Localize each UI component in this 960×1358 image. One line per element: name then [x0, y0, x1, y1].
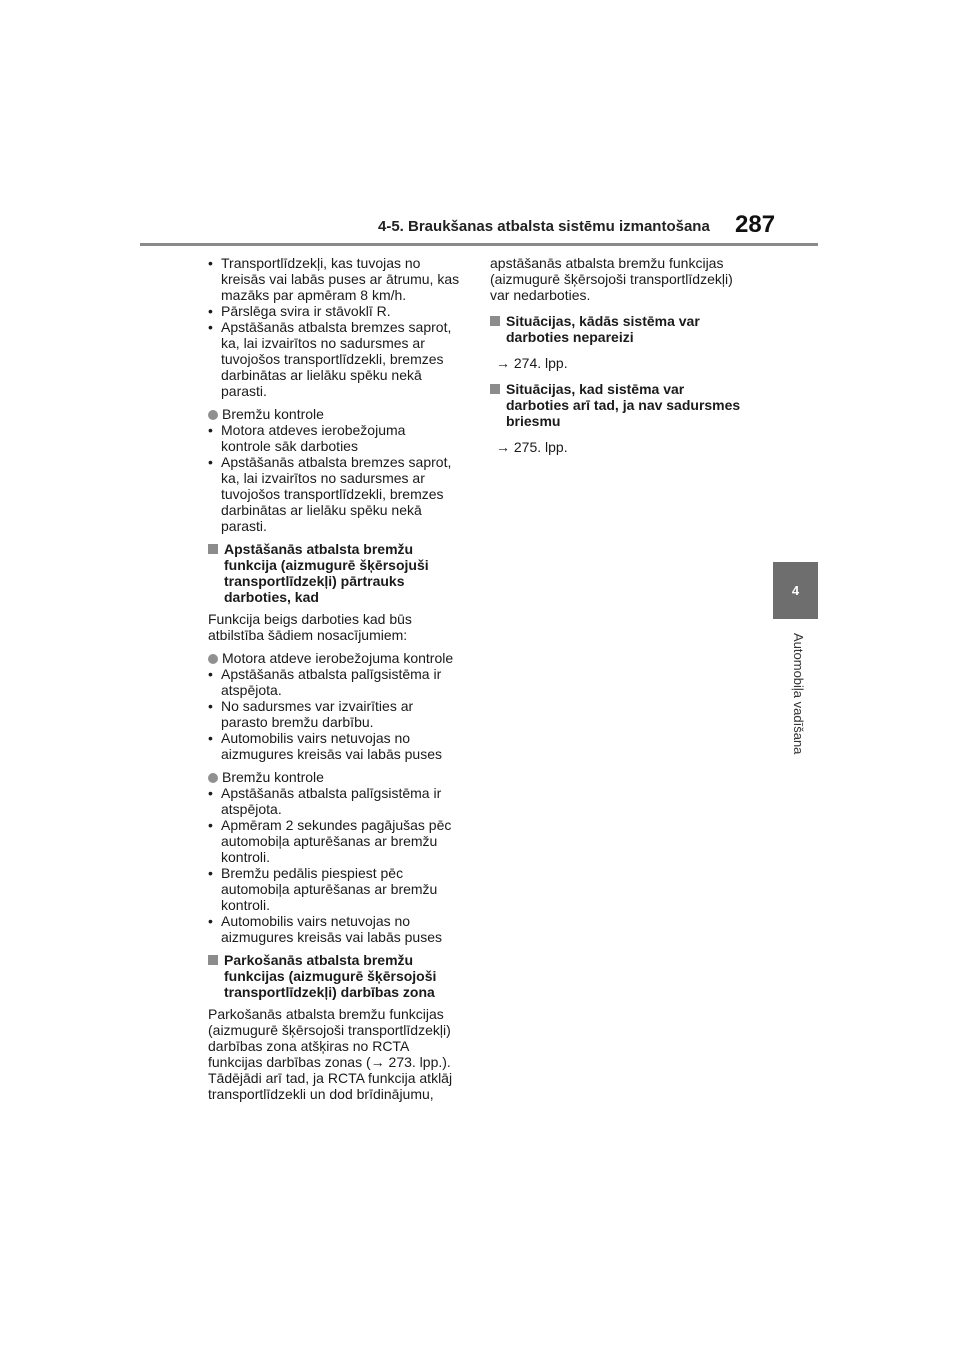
list-item: • Automobilis vairs netuvojas no: [208, 913, 411, 929]
section-heading: Situācijas, kad sistēma var darboties arī tad, ja nav sadursmes briesmu: [490, 381, 752, 429]
circle-bullet-icon: [208, 654, 218, 664]
bullet-glyph: •: [208, 255, 213, 271]
bullet-glyph: •: [208, 730, 213, 746]
bullet-glyph: •: [208, 303, 213, 319]
list-item: • Motora atdeves ierobežojuma: [208, 422, 406, 438]
section-heading: Situācijas, kādās sistēma var darboties nepareizi: [490, 313, 752, 345]
bullet-glyph: •: [208, 454, 213, 470]
square-bullet-icon: [490, 384, 500, 394]
circle-bullet-icon: [208, 773, 218, 783]
subsection-title: Bremžu kontrole: [208, 769, 468, 785]
bullet-glyph: •: [208, 698, 213, 714]
chapter-tab[interactable]: 4: [773, 562, 818, 619]
list-item: • Bremžu pedālis piespiest pēc: [208, 865, 404, 881]
section-heading: Apstāšanās atbalsta bremžu funkcija (aizmugurē šķērsojuši transportlīdzekļi) pārtrauks darboties, kad: [208, 541, 468, 605]
subsection-title: Bremžu kontrole: [208, 406, 468, 422]
list-item: • Apstāšanās atbalsta palīgsistēma ir: [208, 785, 442, 801]
paragraph: apstāšanās atbalsta bremžu funkcijas (aizmugurē šķērsojoši transportlīdzekļi) var nedarboties.: [490, 255, 733, 303]
brake-control-block-2: Bremžu kontrole • Apstāšanās atbalsta palīgsistēma ir atspējota. • Apmēram 2 sekundes pagājušas pēc automobiļa apturēšanas ar bremžu kontroli. • Bremžu pedālis piespiest pēc automobiļa apturēšanas ar bremžu kontroli. • Automobilis vairs netuvojas no aizmugures kreisās vai labās puses: [208, 769, 468, 945]
square-bullet-icon: [208, 544, 218, 554]
paragraph: Funkcija beigs darboties kad būs atbilstība šādiem nosacījumiem:: [208, 611, 412, 643]
bullet-glyph: •: [208, 422, 213, 438]
list-item: • Apstāšanās atbalsta palīgsistēma ir: [208, 666, 442, 682]
square-bullet-icon: [208, 955, 218, 965]
subsection-title: Motora atdeve ierobežojuma kontrole: [208, 650, 468, 666]
list-item: • Apmēram 2 sekundes pagājušas pēc: [208, 817, 452, 833]
bullet-glyph: •: [208, 785, 213, 801]
list-item: • Automobilis vairs netuvojas no: [208, 730, 411, 746]
list-item: • Pārslēga svira ir stāvoklī R.: [208, 303, 391, 319]
page-reference-link[interactable]: → 275. lpp.: [496, 439, 568, 455]
list-item: • Apstāšanās atbalsta bremzes saprot,: [208, 319, 452, 335]
page-reference-link[interactable]: → 274. lpp.: [496, 355, 568, 371]
paragraph: Parkošanās atbalsta bremžu funkcijas (aizmugurē šķērsojoši transportlīdzekļi) darbības zona atšķiras no RCTA funkcijas darbības zonas (→ 273. lpp.). Tādējādi arī tad, ja RCTA funkcija atklāj transportlīdzekli un dod brīdinājumu,: [208, 1006, 453, 1102]
left-column: [208, 255, 468, 1109]
section-header-title: 4-5. Braukšanas atbalsta sistēmu izmantošana: [378, 218, 710, 235]
chapter-label: Automobiļa vadīšana: [791, 633, 806, 755]
bullet-glyph: •: [208, 319, 213, 335]
section-heading: Parkošanās atbalsta bremžu funkcijas (aizmugurē šķērsojoši transportlīdzekļi) darbības zona: [208, 952, 468, 1000]
square-bullet-icon: [490, 316, 500, 326]
bullet-glyph: •: [208, 817, 213, 833]
list-item: • Apstāšanās atbalsta bremzes saprot,: [208, 454, 452, 470]
bullet-glyph: •: [208, 865, 213, 881]
brake-control-block: Bremžu kontrole • Motora atdeves ierobežojuma kontrole sāk darboties • Apstāšanās atbalsta bremzes saprot, ka, lai izvairītos no sadursmes ar tuvojošos transportlīdzekli, bremzes darbinātas ar lielāku spēku nekā parasti.: [208, 406, 468, 534]
circle-bullet-icon: [208, 410, 218, 420]
condition-list: • Transportlīdzekļi, kas tuvojas no kreisās vai labās puses ar ātrumu, kas mazāks par apmēram 8 km/h. • Pārslēga svira ir stāvoklī R. • Apstāšanās atbalsta bremzes saprot, ka, lai izvairītos no sadursmes ar tuvojošos transportlīdzekli, bremzes darbinātas ar lielāku spēku nekā parasti.: [208, 255, 468, 399]
page-number: 287: [735, 211, 776, 238]
engine-control-block: Motora atdeve ierobežojuma kontrole • Apstāšanās atbalsta palīgsistēma ir atspējota. • No sadursmes var izvairīties ar parasto bremžu darbību. • Automobilis vairs netuvojas no aizmugures kreisās vai labās puses: [208, 650, 468, 762]
bullet-glyph: •: [208, 666, 213, 682]
list-item: • Transportlīdzekļi, kas tuvojas no: [208, 255, 421, 271]
list-item: • No sadursmes var izvairīties ar: [208, 698, 414, 714]
header-divider: [140, 243, 818, 246]
bullet-glyph: •: [208, 913, 213, 929]
right-column: [490, 255, 752, 465]
